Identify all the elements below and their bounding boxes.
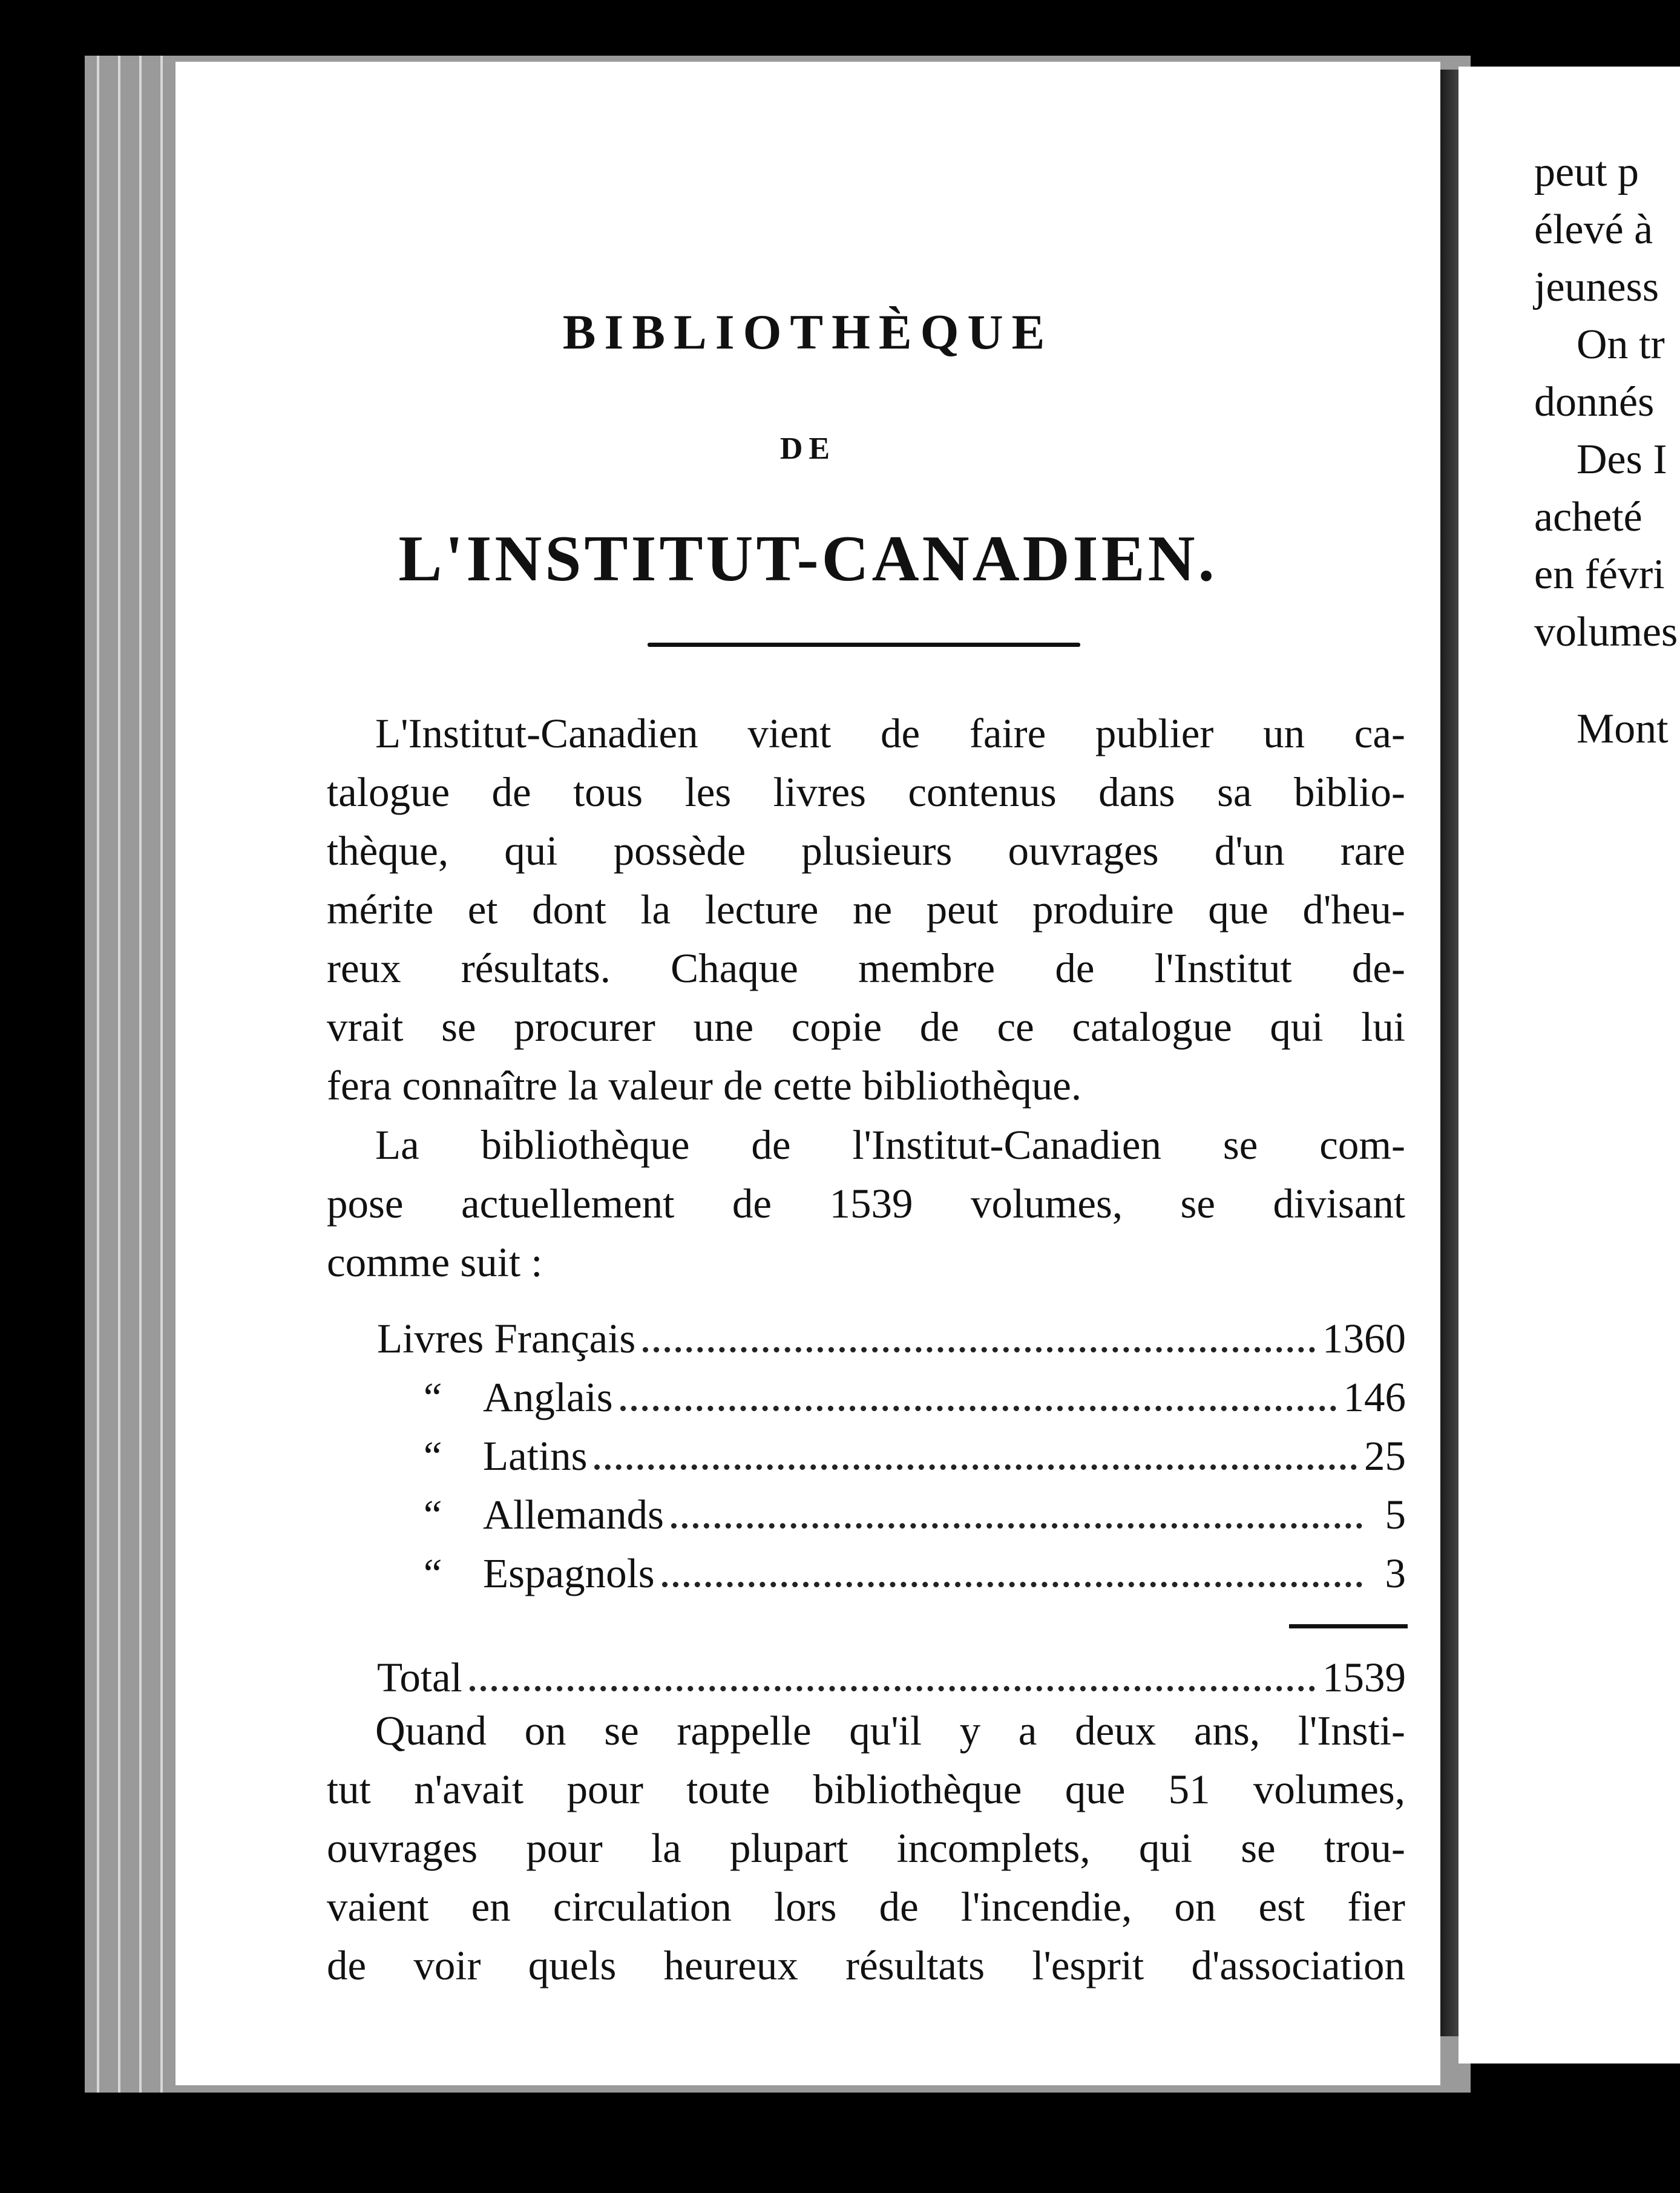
- facing-page-line: volumes: [1534, 609, 1678, 655]
- table-row: [377, 1310, 1406, 1368]
- ditto-mark: “: [419, 1492, 443, 1538]
- ditto-mark: “: [419, 1433, 443, 1479]
- page-subtitle: L'INSTITUT-CANADIEN.: [398, 523, 1218, 595]
- table-row-label: Anglais: [483, 1374, 613, 1420]
- text-line: comme suit :: [327, 1239, 543, 1285]
- book-page: [176, 62, 1440, 2085]
- facing-page-line: donnés: [1534, 379, 1655, 425]
- facing-page-line: élevé à: [1534, 206, 1653, 253]
- leader-dots: [662, 1582, 1362, 1587]
- total-label: Total: [377, 1654, 462, 1700]
- page-title: BIBLIOTHÈQUE: [562, 304, 1054, 359]
- text-line: ouvrages pour la plupart incomplets, qui se trou-: [327, 1825, 1405, 1871]
- volume-table: [377, 1310, 1406, 1603]
- facing-page-line: en févri: [1534, 551, 1665, 598]
- ditto-mark: “: [419, 1550, 443, 1596]
- text-line: mérite et dont la lecture ne peut produire que d'heu-: [327, 887, 1405, 933]
- page-edge-line: [97, 56, 99, 2093]
- facing-page-line: peut p: [1534, 149, 1639, 195]
- table-row-value: 3: [1385, 1550, 1406, 1596]
- text-line: La bibliothèque de l'Institut-Canadien se com-: [375, 1122, 1405, 1168]
- table-row-value: 25: [1364, 1433, 1406, 1479]
- text-line: thèque, qui possède plusieurs ouvrages d'un rare: [327, 828, 1405, 874]
- ditto-mark: “: [419, 1374, 443, 1420]
- paragraph-history: [327, 1702, 1405, 1995]
- leader-dots: [594, 1464, 1357, 1470]
- text-line: pose actuellement de 1539 volumes, se divisant: [327, 1181, 1405, 1227]
- facing-page-line: jeuness: [1534, 264, 1659, 310]
- page-edge-line: [118, 56, 120, 2093]
- leader-dots: [643, 1347, 1315, 1352]
- page-edge-line: [160, 56, 163, 2093]
- text-line: reux résultats. Chaque membre de l'Institut de-: [327, 945, 1405, 991]
- facing-page: [1459, 67, 1680, 2064]
- leader-dots: [470, 1686, 1315, 1691]
- table-row-label: Livres Français: [377, 1316, 636, 1362]
- table-row-label: Espagnols: [483, 1550, 655, 1596]
- table-row: [377, 1368, 1406, 1427]
- text-line: fera connaître la valeur de cette bibliothèque.: [327, 1063, 1082, 1109]
- table-row: [377, 1544, 1406, 1603]
- text-line: tut n'avait pour toute bibliothèque que 51 volumes,: [327, 1766, 1405, 1812]
- table-row-label: Allemands: [483, 1492, 664, 1538]
- sum-rule: [1289, 1624, 1408, 1628]
- paragraph-catalogue: [327, 704, 1405, 1115]
- leader-dots: [620, 1406, 1336, 1411]
- text-line: talogue de tous les livres contenus dans sa biblio-: [327, 769, 1405, 815]
- paragraph-composition: [327, 1116, 1405, 1292]
- page-title-connector: DE: [779, 431, 836, 466]
- table-row-value: 1360: [1322, 1316, 1406, 1362]
- text-line: L'Institut-Canadien vient de faire publier un ca-: [375, 710, 1405, 756]
- table-row-label: Latins: [483, 1433, 588, 1479]
- text-line: Quand on se rappelle qu'il y a deux ans, l'Insti-: [375, 1708, 1405, 1754]
- facing-page-line: Des I: [1577, 436, 1667, 483]
- facing-page-line: Mont: [1577, 706, 1669, 752]
- text-line: de voir quels heureux résultats l'esprit d'association: [327, 1942, 1405, 1988]
- table-row-value: 146: [1343, 1374, 1406, 1420]
- total-row: [377, 1648, 1406, 1707]
- table-row-total: [377, 1648, 1406, 1707]
- text-line: vaient en circulation lors de l'incendie, on est fier: [327, 1884, 1405, 1930]
- table-row: [377, 1486, 1406, 1544]
- table-row: [377, 1427, 1406, 1486]
- page-edge-line: [139, 56, 142, 2093]
- text-line: vrait se procurer une copie de ce catalogue qui lui: [327, 1004, 1405, 1050]
- facing-page-line: On tr: [1577, 321, 1665, 368]
- leader-dots: [671, 1523, 1362, 1529]
- title-divider: [648, 643, 1080, 647]
- facing-page-line: acheté: [1534, 494, 1642, 540]
- table-row-value: 5: [1385, 1492, 1406, 1538]
- total-value: 1539: [1322, 1654, 1406, 1700]
